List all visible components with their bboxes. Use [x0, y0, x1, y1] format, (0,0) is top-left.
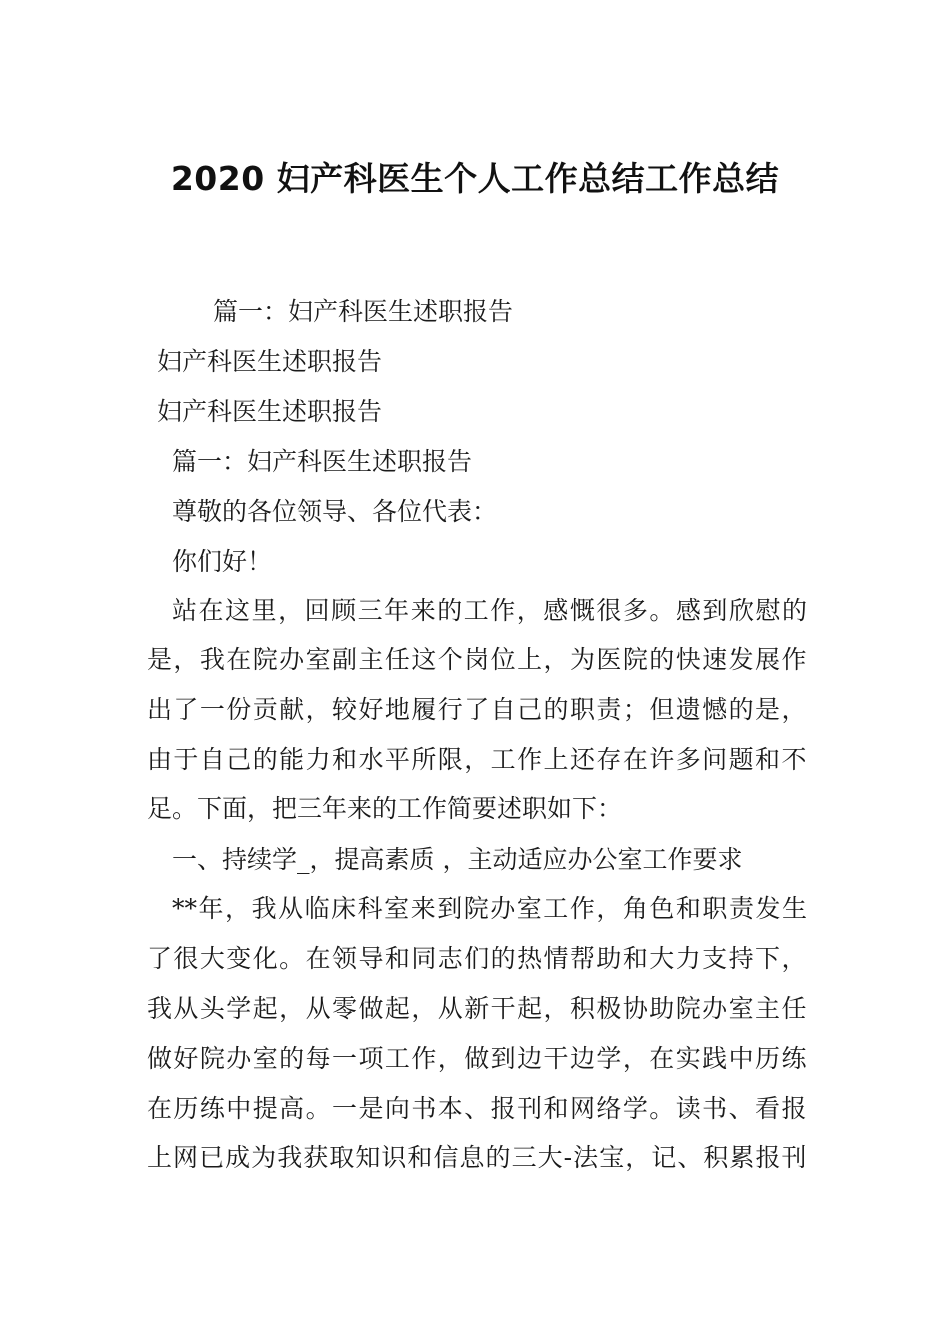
paragraph-line: 出了一份贡献，较好地履行了自己的职责；但遗憾的是， — [147, 695, 807, 724]
paragraph-line: 是，我在院办室副主任这个岗位上，为医院的快速发展作 — [147, 645, 807, 674]
paragraph-line: 做好院办室的每一项工作，做到边干边学，在实践中历练 — [147, 1044, 807, 1073]
paragraph-line: 了很大变化。在领导和同志们的热情帮助和大力支持下， — [147, 944, 807, 973]
text-line-report-title: 妇产科医生述职报告 — [157, 347, 383, 376]
text-line-report-title: 妇产科医生述职报告 — [157, 397, 383, 426]
paragraph-line: 我从头学起，从零做起，从新干起，积极协助院办室主任 — [147, 994, 807, 1023]
text-line-section-heading: 篇一：妇产科医生述职报告 — [213, 297, 514, 326]
document-title: 2020 妇产科医生个人工作总结工作总结 — [170, 159, 780, 198]
paragraph-line: 站在这里，回顾三年来的工作，感慨很多。感到欣慰的 — [172, 596, 807, 625]
text-line-section-heading: 篇一：妇产科医生述职报告 — [172, 447, 473, 476]
paragraph-line: 在历练中提高。一是向书本、报刊和网络学。读书、看报 — [147, 1094, 807, 1123]
text-line-greeting: 你们好！ — [172, 547, 273, 576]
paragraph-line: **年，我从临床科室来到院办室工作，角色和职责发生 — [172, 894, 807, 923]
paragraph-line: 上网已成为我获取知识和信息的三大-法宝，记、积累报刊 — [147, 1143, 807, 1172]
text-line-salutation: 尊敬的各位领导、各位代表： — [172, 497, 498, 526]
text-line-section-heading: 一、持续学_，提高素质 ，主动适应办公室工作要求 — [172, 845, 743, 874]
paragraph-line: 由于自己的能力和水平所限，工作上还存在许多问题和不 — [147, 745, 807, 774]
paragraph-line: 足。下面，把三年来的工作简要述职如下： — [147, 794, 623, 823]
